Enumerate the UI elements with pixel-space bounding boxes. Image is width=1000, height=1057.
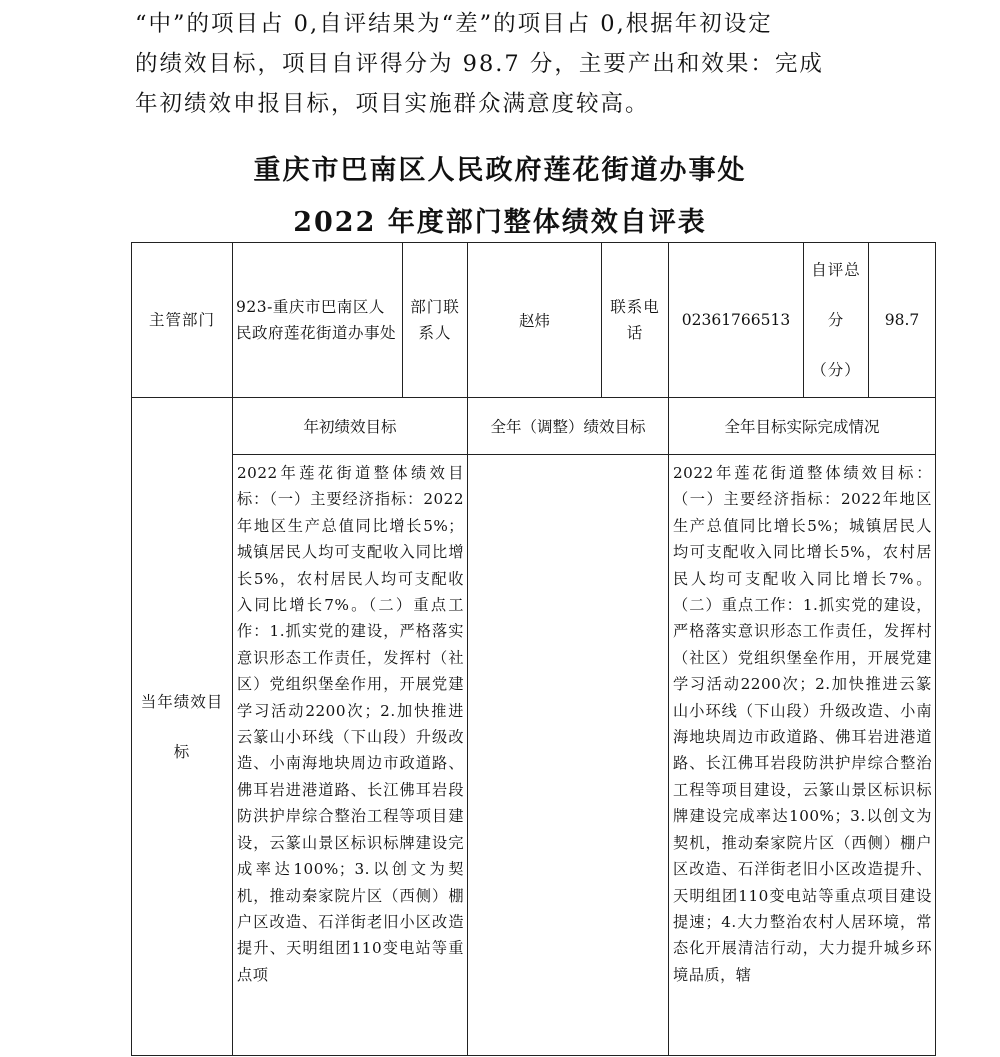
goal-row-label-cell <box>132 398 233 1056</box>
actual-result-text: 2022年莲花街道整体绩效目标：（一）主要经济指标：2022年地区生产总值同比增长5%；城镇居民人均可支配收入同比增长5%，农村居民人均可支配收入同比增长7%。（二）重点工作：1.抓实党的建设，严格落实意识形态工作责任，发挥村（社区）党组织堡垒作用，开展党建学习活动2200次；2.加快推进云篆山小环线（下山段）升级改造、小南海地块周边市政道路、佛耳岩进港道路、长江佛耳岩段防洪护岸综合整治工程等项目建设，云篆山景区标识标牌建设完成率达100%；3.以创文为契机，推动秦家院片区（西侧）棚户区改造、石洋街老旧小区改造提升、天明组团110变电站等重点项目建设提速；4.大力整治农村人居环境，常态化开展清洁行动，大力提升城乡环境品质，辖 <box>673 464 932 984</box>
document-title-line1: 重庆市巴南区人民政府莲花街道办事处 <box>253 155 747 186</box>
contact-label-cell <box>403 243 468 398</box>
initial-goal-cell <box>233 455 468 1056</box>
col-adjusted-label: 全年（调整）绩效目标 <box>490 418 646 436</box>
actual-result-cell <box>669 455 936 1056</box>
score-value-cell <box>869 243 936 398</box>
dept-label-cell <box>132 243 233 398</box>
contact-label: 部门联系人 <box>410 298 460 342</box>
dept-value-cell <box>233 243 403 398</box>
contact-value-cell <box>468 243 602 398</box>
intro-line: “中”的项目占 0,自评结果为“差”的项目占 0,根据年初设定 <box>135 11 773 37</box>
col-initial-label: 年初绩效目标 <box>303 418 397 436</box>
phone-value-cell <box>669 243 804 398</box>
dept-label: 主管部门 <box>148 311 215 329</box>
adjusted-goal-text <box>468 456 668 1054</box>
dept-value: 923-重庆市巴南区人民政府莲花街道办事处 <box>236 298 397 342</box>
intro-paragraph <box>135 4 895 124</box>
document-title-line2: 2022 年度部门整体绩效自评表 <box>293 207 707 238</box>
score-value: 98.7 <box>884 311 920 329</box>
self-evaluation-table <box>131 242 936 1056</box>
phone-value: 02361766513 <box>681 311 791 329</box>
phone-label: 联系电话 <box>610 298 660 342</box>
col-initial-header <box>233 398 468 455</box>
col-actual-header <box>669 398 936 455</box>
phone-label-cell <box>602 243 669 398</box>
contact-value: 赵炜 <box>518 312 550 330</box>
intro-line: 年初绩效申报目标，项目实施群众满意度较高。 <box>135 91 650 117</box>
score-label: 自评总分（分） <box>811 261 861 379</box>
initial-goal-text: 2022年莲花街道整体绩效目标：（一）主要经济指标：2022年地区生产总值同比增长5%；城镇居民人均可支配收入同比增长5%，农村居民人均可支配收入同比增长7%。（二）重点工作：1.抓实党的建设，严格落实意识形态工作责任，发挥村（社区）党组织堡垒作用，开展党建学习活动2200次；2.加快推进云篆山小环线（下山段）升级改造、小南海地块周边市政道路、佛耳岩进港道路、长江佛耳岩段防洪护岸综合整治工程等项目建设，云篆山景区标识标牌建设完成率达100%；3.以创文为契机，推动秦家院片区（西侧）棚户区改造、石洋街老旧小区改造提升、天明组团110变电站等重点项 <box>237 464 464 984</box>
intro-line: 的绩效目标，项目自评得分为 98.7 分，主要产出和效果：完成 <box>135 51 824 77</box>
adjusted-goal-cell <box>468 455 669 1056</box>
col-actual-label: 全年目标实际完成情况 <box>724 418 880 436</box>
goal-row-label: 当年绩效目标 <box>140 692 224 761</box>
score-label-cell <box>804 243 869 398</box>
col-adjusted-header <box>468 398 669 455</box>
